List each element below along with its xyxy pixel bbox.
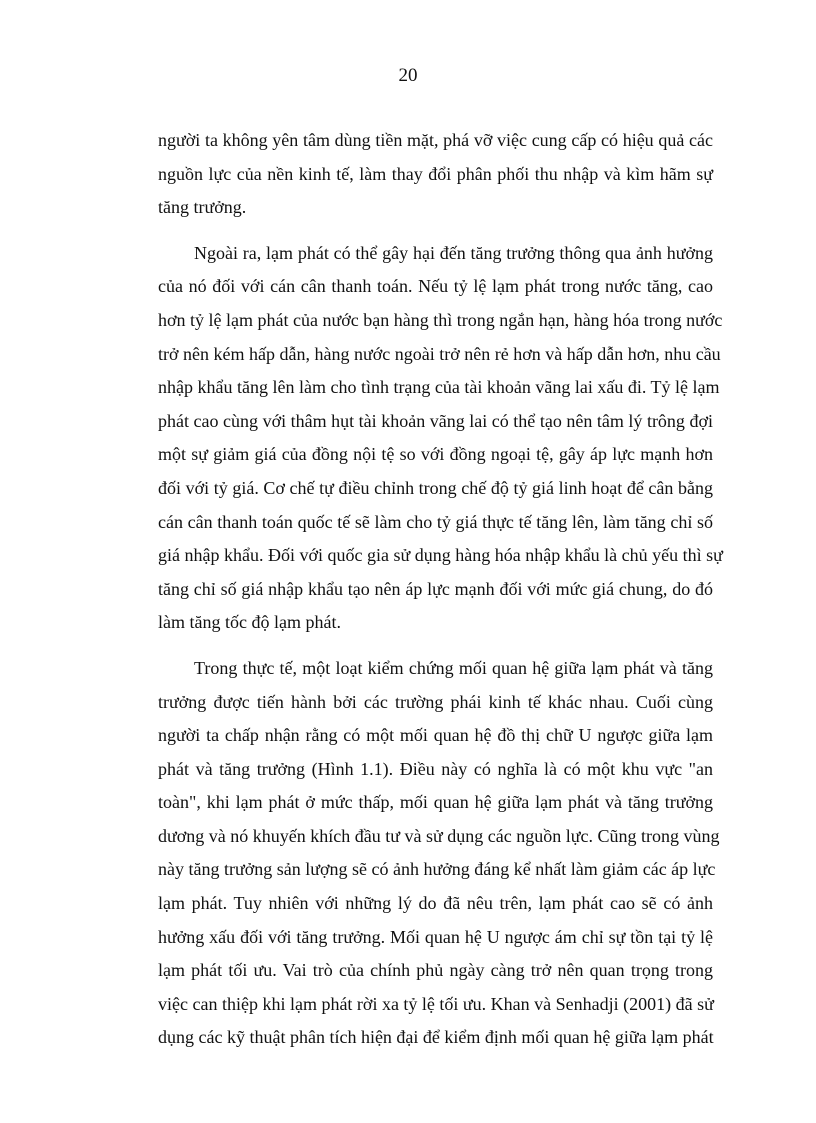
paragraph-2 <box>158 237 723 640</box>
text-line: một sự giảm giá của đồng nội tệ so với đồng ngoại tệ, gây áp lực mạnh hơn <box>158 444 713 465</box>
text-line: phát và tăng trưởng (Hình 1.1). Điều này có nghĩa là có một khu vực "an <box>158 758 713 779</box>
text-line: hưởng xấu đối với tăng trưởng. Mối quan hệ U ngược ám chỉ sự tồn tại tỷ lệ <box>158 926 713 947</box>
text-line: việc can thiệp khi lạm phát rời xa tỷ lệ tối ưu. Khan và Senhadji (2001) đã sử <box>158 993 714 1014</box>
page-number: 20 <box>398 65 418 86</box>
text-line: người ta không yên tâm dùng tiền mặt, phá vỡ việc cung cấp có hiệu quả các <box>158 130 713 150</box>
text-line: lạm phát. Tuy nhiên với những lý do đã nêu trên, lạm phát cao sẽ có ảnh <box>158 893 713 914</box>
text-line: của nó đối với cán cân thanh toán. Nếu tỷ lệ lạm phát trong nước tăng, cao <box>158 276 713 297</box>
text-line: nhập khẩu tăng lên làm cho tình trạng của tài khoản vãng lai xấu đi. Tỷ lệ lạm <box>158 377 720 398</box>
paragraph-3 <box>158 652 720 1055</box>
text-line: này tăng trưởng sản lượng sẽ có ảnh hưởng đáng kể nhất làm giảm các áp lực <box>158 859 716 880</box>
text-line: lạm phát tối ưu. Vai trò của chính phủ ngày càng trở nên quan trọng trong <box>158 960 713 981</box>
text-line: dụng các kỹ thuật phân tích hiện đại để kiểm định mối quan hệ giữa lạm phát <box>158 1027 714 1048</box>
paragraph-1 <box>158 124 713 225</box>
text-line: trưởng được tiến hành bởi các trường phái kinh tế khác nhau. Cuối cùng <box>158 691 713 712</box>
text-line: tăng chỉ số giá nhập khẩu tạo nên áp lực mạnh đối với mức giá chung, do đó <box>158 578 713 599</box>
text-line: cán cân thanh toán quốc tế sẽ làm cho tỷ giá thực tế tăng lên, làm tăng chỉ số <box>158 511 713 532</box>
text-line: giá nhập khẩu. Đối với quốc gia sử dụng hàng hóa nhập khẩu là chủ yếu thì sự <box>158 545 723 566</box>
text-line: hơn tỷ lệ lạm phát của nước bạn hàng thì trong ngắn hạn, hàng hóa trong nước <box>158 309 723 330</box>
text-line: phát cao cùng với thâm hụt tài khoản vãng lai có thể tạo nên tâm lý trông đợi <box>158 410 713 431</box>
text-line: tăng trưởng. <box>158 197 247 218</box>
text-line: nguồn lực của nền kinh tế, làm thay đổi phân phối thu nhập và kìm hãm sự <box>158 163 713 184</box>
text-line: đối với tỷ giá. Cơ chế tự điều chỉnh trong chế độ tỷ giá linh hoạt để cân bằng <box>158 477 713 498</box>
text-line: người ta chấp nhận rằng có một mối quan hệ đồ thị chữ U ngược giữa lạm <box>158 725 713 746</box>
body-text <box>158 124 723 1055</box>
text-line: Trong thực tế, một loạt kiểm chứng mối quan hệ giữa lạm phát và tăng <box>194 657 713 678</box>
text-line: làm tăng tốc độ lạm phát. <box>158 612 341 633</box>
text-line: dương và nó khuyến khích đầu tư và sử dụng các nguồn lực. Cũng trong vùng <box>158 825 720 846</box>
text-line: toàn", khi lạm phát ở mức thấp, mối quan hệ giữa lạm phát và tăng trưởng <box>158 792 713 813</box>
text-line: trở nên kém hấp dẫn, hàng nước ngoài trở nên rẻ hơn và hấp dẫn hơn, nhu cầu <box>158 343 721 364</box>
text-line: Ngoài ra, lạm phát có thể gây hại đến tăng trưởng thông qua ảnh hưởng <box>194 242 713 263</box>
